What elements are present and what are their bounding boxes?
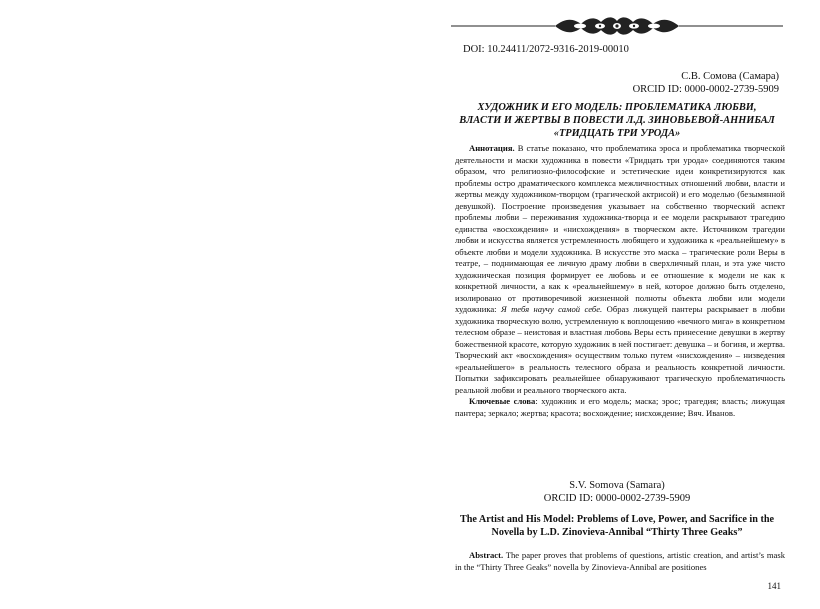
title-en-line-2: Novella by L.D. Zinovieva-Annibal “Thirty Three Geaks” xyxy=(491,527,743,538)
abstract-en xyxy=(455,549,785,573)
title-ru-line-3: «ТРИДЦАТЬ ТРИ УРОДА» xyxy=(553,128,681,139)
header-ornament xyxy=(449,12,785,40)
abstract-ru-paragraph xyxy=(455,143,785,396)
abstract-ru xyxy=(455,143,785,419)
author-block-en xyxy=(449,479,785,505)
abstract-ru-label: Аннотация. xyxy=(469,143,515,153)
title-en-line-1: The Artist and His Model: Problems of Love, Power, and Sacrifice in the xyxy=(459,514,775,525)
abstract-en-paragraph xyxy=(455,549,785,573)
keywords-ru-text: : художник и его модель; маска; эрос; трагедия; власть; лижущая пантера; зеркало; жертва; красота; восхождение; нисхождение; Вяч. Иванов. xyxy=(455,396,785,418)
title-ru-line-1: ХУДОЖНИК И ЕГО МОДЕЛЬ: ПРОБЛЕМАТИКА ЛЮБВИ, xyxy=(477,102,757,113)
keywords-ru-paragraph xyxy=(455,396,785,419)
abstract-en-text: The paper proves that problems of questions, artistic creation, and artist’s mask in the “Thirty Three Geaks” novella by Zinovieva-Annibal are positiones xyxy=(455,550,785,572)
abstract-ru-quote: Я тебя научу самой себе. xyxy=(501,304,603,314)
author-block-ru xyxy=(633,70,779,96)
page-number: 141 xyxy=(767,581,781,591)
author-name-en: S.V. Somova (Samara) xyxy=(569,480,665,491)
abstract-en-label: Abstract. xyxy=(469,550,504,560)
author-name-ru: С.В. Сомова (Самара) xyxy=(681,71,779,82)
doi: DOI: 10.24411/2072-9316-2019-00010 xyxy=(463,44,629,55)
author-orcid-ru: ORCID ID: 0000-0002-2739-5909 xyxy=(632,84,779,95)
abstract-ru-text-1: В статье показано, что проблематика эроса и проблематика творческой деятельности и маски художника в повести «Тридцать три урода» соединяются таким образом, что религиозно-философские и эстетические идеи конкретизируются как проблемы остро драматического комплекса межличностных отношений любви, власти и жертвы между художником-творцом (трагической актрисой) и его моделью (безымянной девушкой). Построение произведения указывает на собственно творческий аспект проблемы любви – переживания художника-творца и ее модели раскрывают трагедию единства «восхождения» и «нисхождения» в творческом акте. Источником трагедии любви и искусства является устремленность любящего и художника к «реальнейшему» в объекте любви и модели художника. В искусстве это маска – трагические роли Веры в театре, – поднимающая ее личную драму любви в сверхличный план, и эта уже чисто художническая позиция формирует ее любовь и ее отношение к модели не как к конкретной личности, а как к «реальнейшему» в ней, которое должно быть отделено, изолировано от противоречивой жизненной полноты объекта любви или модели художника: xyxy=(455,143,785,314)
author-orcid-en: ORCID ID: 0000-0002-2739-5909 xyxy=(543,493,691,504)
title-ru-line-2: ВЛАСТИ И ЖЕРТВЫ В ПОВЕСТИ Л.Д. ЗИНОВЬЕВОЙ-АННИБАЛ xyxy=(459,115,775,126)
keywords-ru-label: Ключевые слова xyxy=(469,396,536,406)
article-title-en xyxy=(449,513,785,539)
journal-page xyxy=(449,0,785,609)
abstract-ru-text-2: Образ лижущей пантеры раскрывает в любви художника творческую волю, устремленную к воплощению «вечного мига» в конкретном телесном образе – неистовая и властная любовь Веры есть принесение девушки в жертву божественной красоте, которую художник в ней постигает: девушка – и богиня, и жертва. Творческий акт «восхождения» осуществим только путем «нисхождения» – низведения «реальнейшего» в реальность телесного образа и реальность конкретной личности. Попытки зафиксировать реальнейшее обнаруживают трагическую проблематичность реальной любви и реального творческого акта. xyxy=(455,304,785,395)
article-title-ru xyxy=(449,101,785,140)
